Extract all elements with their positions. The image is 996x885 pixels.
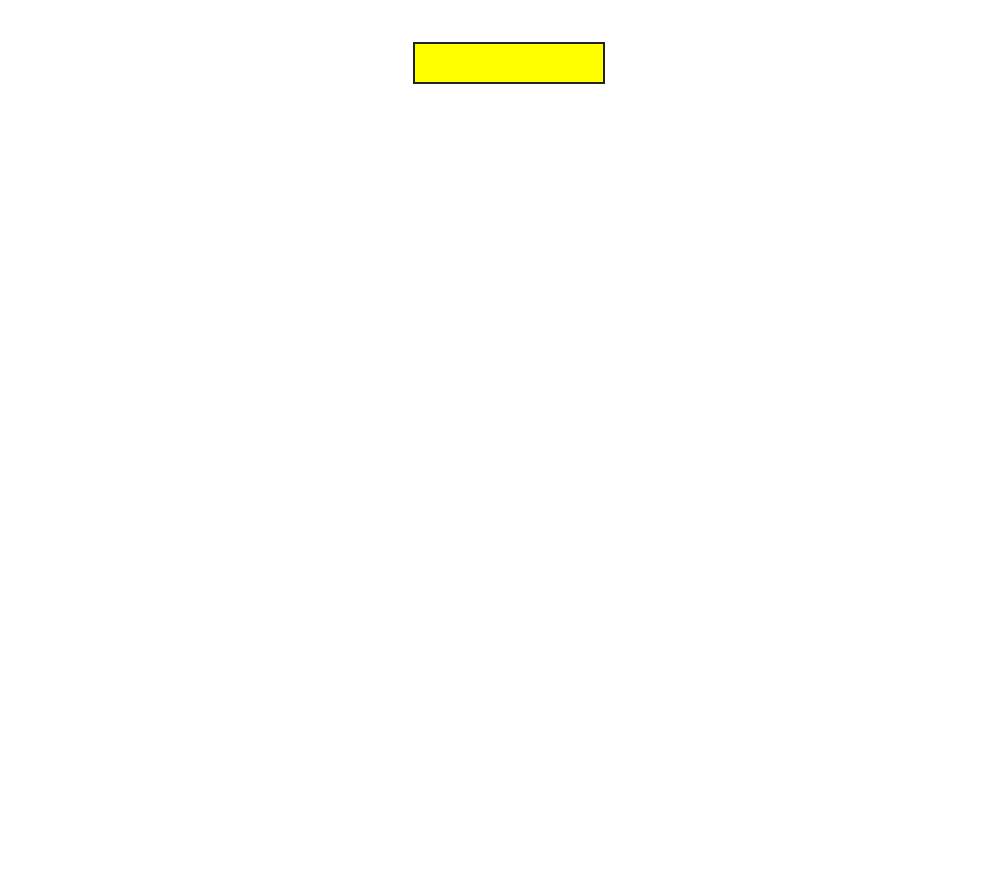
spreadsheet — [66, 42, 936, 830]
page-title — [413, 42, 605, 84]
